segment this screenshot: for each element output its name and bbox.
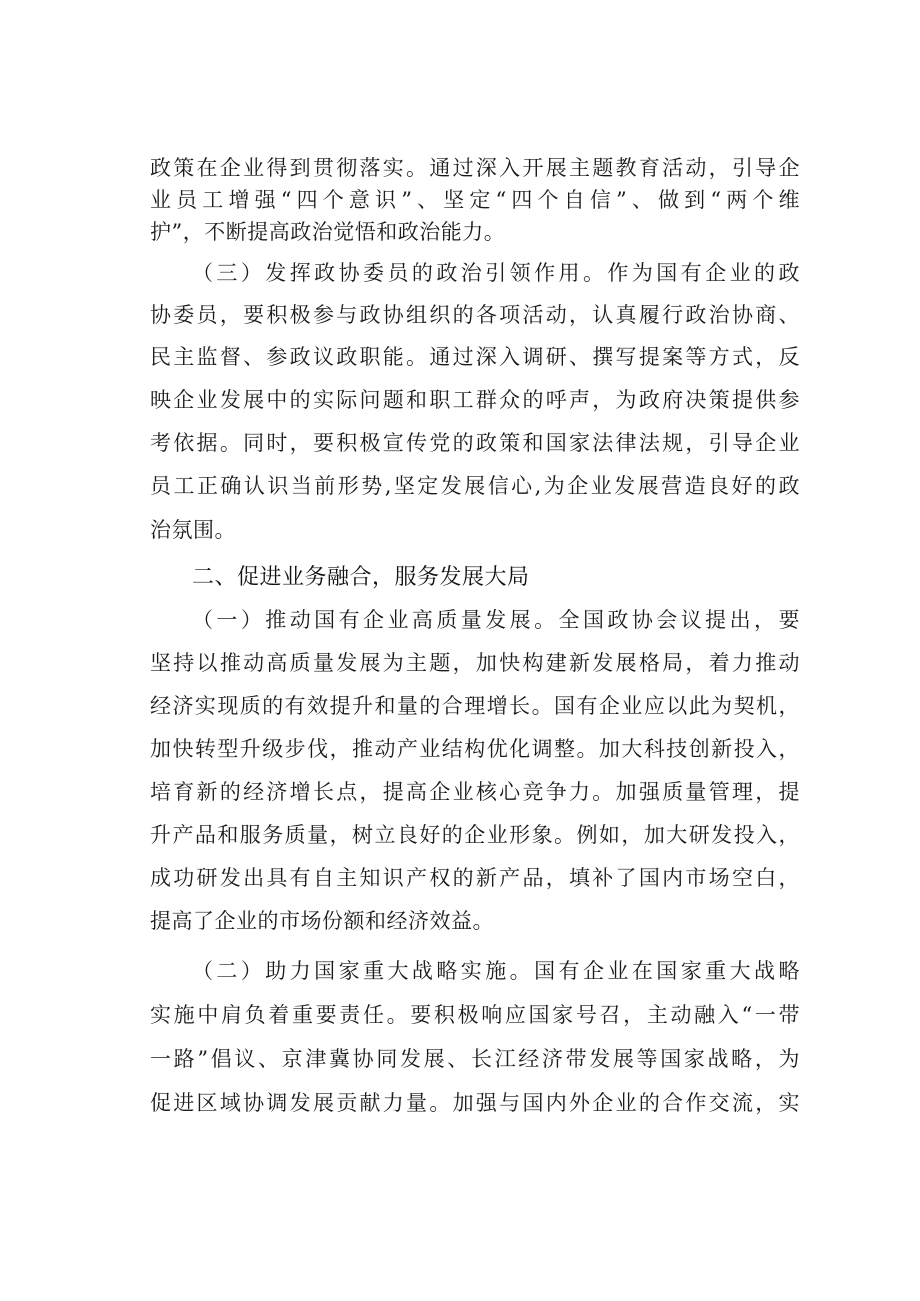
paragraph-4-line-3: 一路”倡议、京津冀协同发展、长江经济带发展等国家战略，为 xyxy=(150,1047,800,1071)
paragraph-4-line-1: （二）助力国家重大战略实施。国有企业在国家重大战略 xyxy=(192,959,800,983)
paragraph-2-line-6: 员工正确认识当前形势,坚定发展信心,为企业发展营造良好的政 xyxy=(150,474,800,498)
paragraph-2-line-5: 考依据。同时，要积极宣传党的政策和国家法律法规，引导企业 xyxy=(150,431,800,455)
paragraph-2-line-1: （三）发挥政协委员的政治引领作用。作为国有企业的政 xyxy=(192,261,800,285)
paragraph-3-line-3: 经济实现质的有效提升和量的合理增长。国有企业应以此为契机， xyxy=(150,694,800,718)
paragraph-1-line-1: 政策在企业得到贯彻落实。通过深入开展主题教育活动，引导企 xyxy=(150,156,800,180)
paragraph-3-line-7: 成功研发出具有自主知识产权的新产品，填补了国内市场空白， xyxy=(150,866,800,890)
paragraph-4-line-2: 实施中肩负着重要责任。要积极响应国家号召，主动融入“一带 xyxy=(150,1003,800,1027)
paragraph-1-line-3: 护”，不断提高政治觉悟和政治能力。 xyxy=(150,220,506,244)
paragraph-1-line-2: 业员工增强“四个意识”、坚定“四个自信”、做到“两个维 xyxy=(150,188,800,212)
paragraph-2-line-3: 民主监督、参政议政职能。通过深入调研、撰写提案等方式，反 xyxy=(150,345,800,369)
paragraph-3-line-5: 培育新的经济增长点，提高企业核心竞争力。加强质量管理，提 xyxy=(150,780,800,804)
paragraph-3-line-2: 坚持以推动高质量发展为主题，加快构建新发展格局，着力推动 xyxy=(150,651,800,675)
paragraph-4-line-4: 促进区域协调发展贡献力量。加强与国内外企业的合作交流，实 xyxy=(150,1091,800,1115)
paragraph-2-line-4: 映企业发展中的实际问题和职工群众的呼声，为政府决策提供参 xyxy=(150,388,800,412)
paragraph-2-line-2: 协委员，要积极参与政协组织的各项活动，认真履行政治协商、 xyxy=(150,303,800,327)
paragraph-3-line-6: 升产品和服务质量，树立良好的企业形象。例如，加大研发投入， xyxy=(150,823,800,847)
paragraph-3-line-8: 提高了企业的市场份额和经济效益。 xyxy=(150,909,494,933)
section-heading: 二、促进业务融合，服务发展大局 xyxy=(192,565,530,590)
paragraph-3-line-4: 加快转型升级步伐，推动产业结构优化调整。加大科技创新投入， xyxy=(150,737,800,761)
paragraph-3-line-1: （一）推动国有企业高质量发展。全国政协会议提出，要 xyxy=(192,608,800,632)
paragraph-2-line-7: 治氛围。 xyxy=(150,518,236,542)
